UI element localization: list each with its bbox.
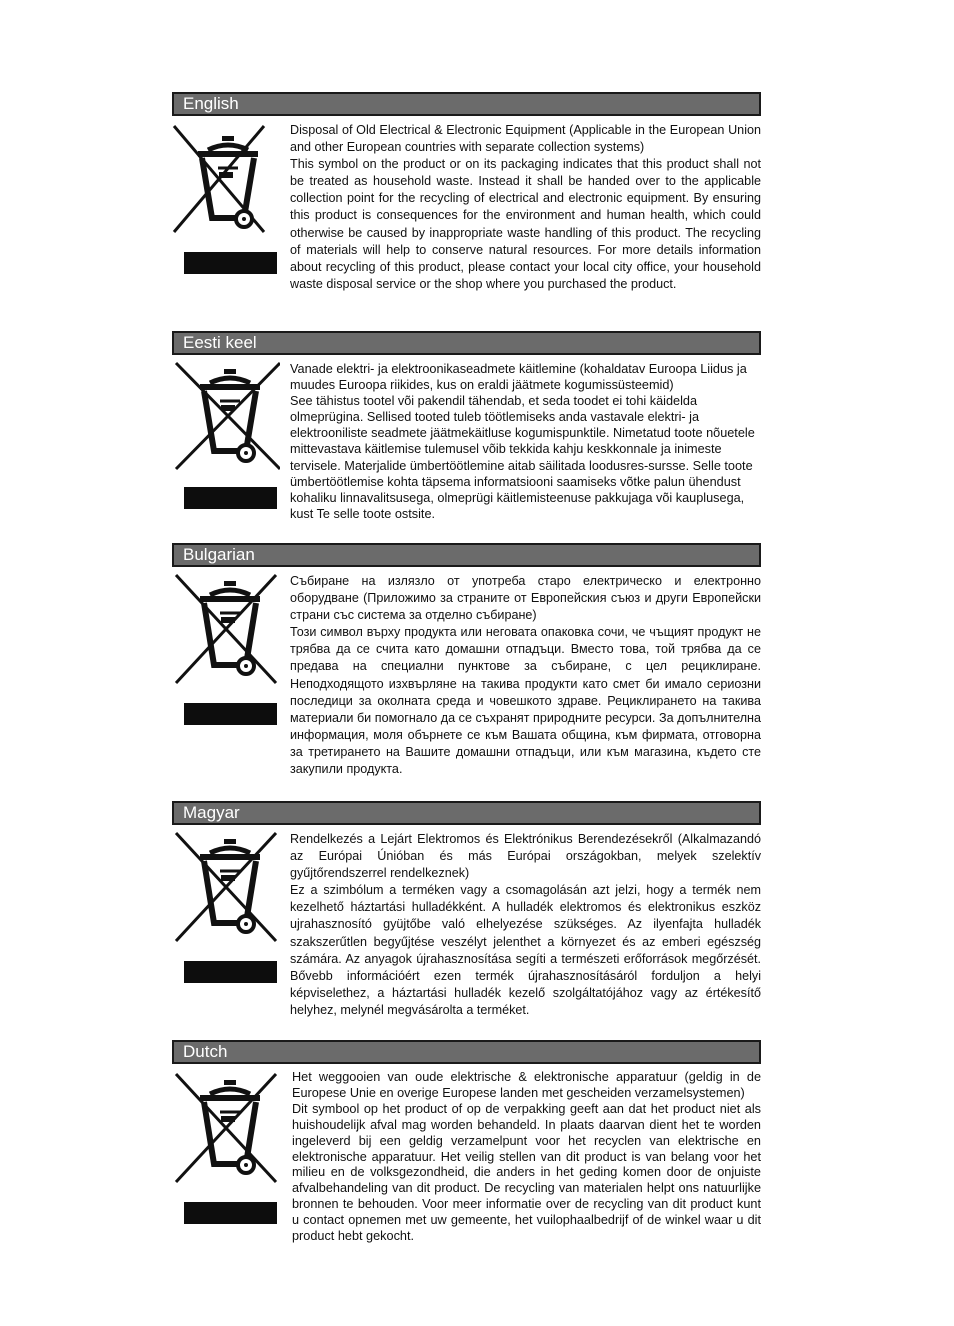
crossed-bin-graphic [172,122,280,246]
black-bar [184,1202,277,1224]
black-bar [184,252,277,274]
section-body [172,1070,761,1245]
crossed-bin-graphic [172,1070,280,1190]
paragraph-body: Dit symbool op het product of op de verpakking geeft aan dat het product niet als huishoudelijk afval mag worden behandeld. In plaats daarvan dient het te worden ingeleverd bij een geldig verzamelpunt voor het recyclen van elektrische en elektronische apparatuur. Het veilig stellen van dit product is van belang voor het milieu en de volksgezondheid, die anders in het geding komen door de onjuiste afvalbehandeling van dit product. De recycling van materialen helpt ons natuurlijke bronnen te behouden. Voor meer informatie over de recycling van dit product kunt u contact opnemen met uw gemeente, het vuilophaalbedrijf of de winkel waar u dit product hebt gekocht. [292,1101,761,1244]
section-body [172,831,761,1019]
black-bar [184,961,277,983]
section-text [290,831,761,1019]
weee-crossed-bin-icon [172,1070,280,1224]
section-eesti-keel [172,331,761,522]
section-body [172,122,761,293]
section-text [290,122,761,293]
paragraph-body: Този символ върху продукта или неговата опаковка сочи, че чъщият продукт не трябва да се счита като домашни отпадъци. Вместо това, той трябва да се предава на специални пунктове за събиране, с цел рециклиране. Неподходящото изхвърляне на такива продукти като смет би имало сериозни последици за околната среда и човешкото здраве. Рециклирането на такива материали би помогнало да се съхранят природните ресурси. За допълнителна информация, моля обърнете се към Вашата община, към фирмата, отговорна за третирането на Вашите домашни отпадъци, или към магазина, където сте закупили продукта. [290,625,761,777]
black-bar [184,703,277,725]
weee-crossed-bin-icon [172,831,280,983]
paragraph-body: This symbol on the product or on its packaging indicates that this product shall not be treated as household waste. Instead it shall be handed over to the applicable collection point for the recycling of electrical and electronic equipment. By ensuring this product is consequences for the environment and human health, which could otherwise be caused by inappropriate waste handling of this product. The recycling of materials will help to conserve natural resources. For more details information about recycling of this product, please contact your local city office, your household waste disposal service or the shop where you purchased the product. [290,157,761,291]
crossed-bin-graphic [172,361,280,477]
section-title: Bulgarian [172,543,761,567]
section-text [292,1070,761,1245]
paragraph-heading: Vanade elektri- ja elektroonikaseadmete käitlemine (kohaldatav Euroopa Liidus ja muudes Euroopa riikides, kus on eraldi jäätmete kogumissüsteemid) [290,362,747,393]
paragraph-body: Ez a szimbólum a terméken vagy a csomagolásán azt jelzi, hogy a termék nem kezelhető háztartási hulladékként. A hulladék elektromos és elektronikus eszköz ujrahasznosító gyüjtőbe való elhelyezése szükséges. Az ilyenfajta hulladék szakszerűtlen begyűjtése veszélyt jelenthet a környezet és az emberi egészség számára. Az anyagok újrahasznosítása segíti a természeti erőforrások megőrzését. Bővebb információért ezen termék újrahasznosításáról forduljon a helyi képviselethez, a háztartási hulladék kezelő szolgáltatójához vagy az értékesítő helyhez, melynél megvásárolta a terméket. [290,883,761,1017]
black-bar [184,487,277,509]
crossed-bin-graphic [172,573,280,691]
section-english [172,92,761,293]
section-body [172,573,761,778]
paragraph-heading: Het weggooien van oude elektrische & elektronische apparatuur (geldig in de Europese Unie en overige Europese landen met gescheiden verzamelsystemen) [292,1070,761,1100]
section-title: English [172,92,761,116]
weee-crossed-bin-icon [172,573,280,725]
weee-crossed-bin-icon [172,122,280,274]
paragraph-heading: Rendelkezés a Lejárt Elektromos és Elektrónikus Berendezésekről (Alkalmazandó az Európai Únióban és más Európai országokban, melyek szelektív gyűjtőrendszerrel rendelkeznek) [290,832,761,881]
weee-crossed-bin-icon [172,361,280,509]
section-title: Dutch [172,1040,761,1064]
paragraph-heading: Disposal of Old Electrical & Electronic Equipment (Applicable in the European Union and other European countries with separate collection systems) [290,123,761,155]
crossed-bin-graphic [172,831,280,949]
section-text [290,573,761,778]
paragraph-heading: Събиране на излязло от употреба старо електрическо и електронно оборудване (Приложимо за страните от Европейския съюз и други Европейски страни със система за отделно събиране) [290,574,761,623]
paragraph-body: See tähistus tootel või pakendil tähendab, et seda toodet ei tohi käidelda olmeprügina. Sellised tooted tuleb töötlemiseks anda vastavale elektri- ja elektrooniliste seadmete jäätmekäitluse kogumispunktile. Nimetatud toote nõuetele mittevastava käitlemise tulemusel võib tekkida kahju keskkonnale ja inimeste tervisele. Materjalide ümbertöötlemine aitab säilitada loodusres-sursse. Selle toote ümbertöötlemise kohta täpsema informatsiooni saamiseks võtke palun ühendust kohaliku linnavalitsusega, olmeprügi käitlemisteenuse pakkujaga või kauplusega, kust Te selle toote ostsite. [290,394,755,521]
section-text [290,361,761,522]
section-dutch [172,1040,761,1245]
section-body [172,361,761,522]
section-magyar [172,801,761,1019]
section-title: Eesti keel [172,331,761,355]
section-bulgarian [172,543,761,778]
section-title: Magyar [172,801,761,825]
